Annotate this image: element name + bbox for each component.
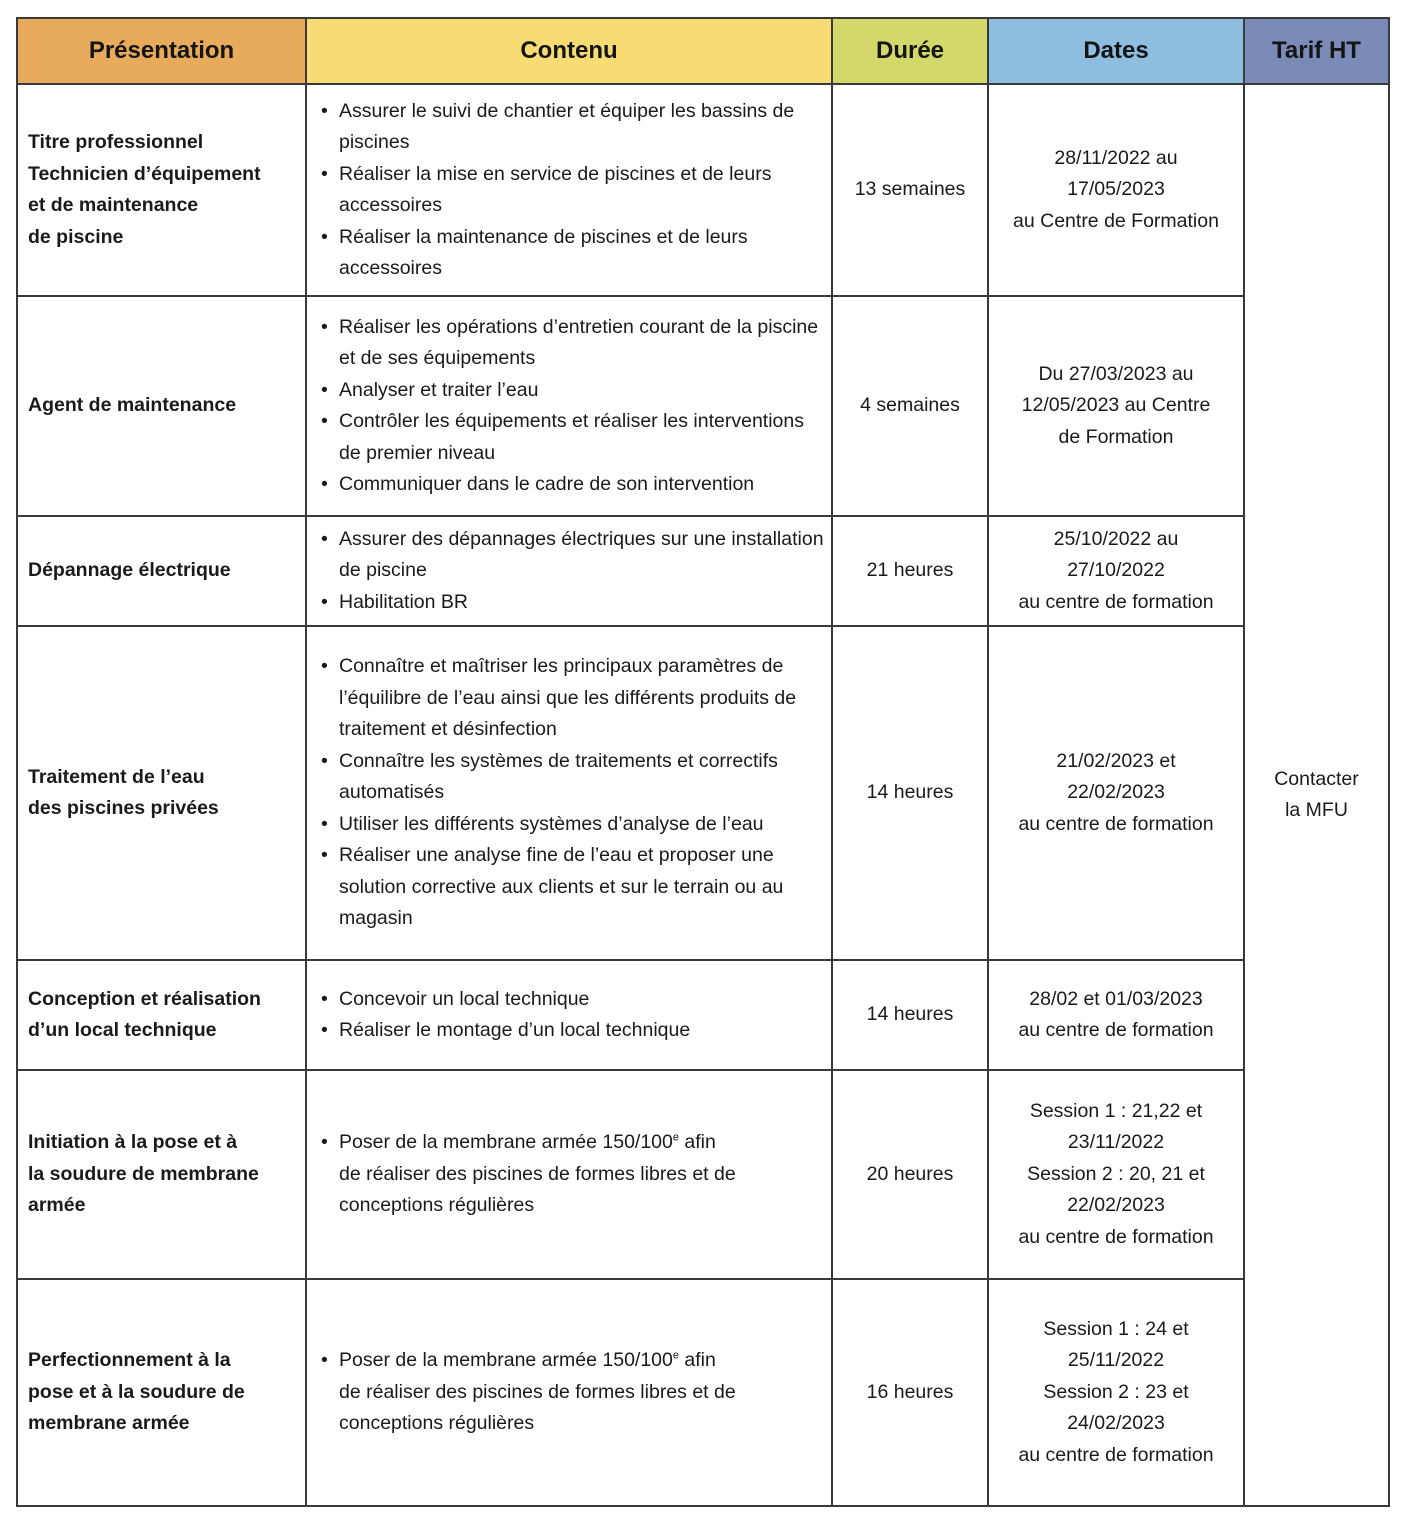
dates-line: 23/11/2022: [1067, 1131, 1165, 1154]
presentation-line: Conception et réalisation: [28, 987, 261, 1010]
content-bullet-list: [319, 651, 825, 935]
dates-line: au centre de formation: [1018, 590, 1214, 613]
dates-line: 28/11/2022 au: [1054, 146, 1178, 169]
content-cell: [306, 960, 832, 1070]
dates-line: 21/02/2023 et: [1056, 749, 1176, 772]
table-row: [17, 296, 1389, 516]
dates-cell: [988, 516, 1244, 626]
content-bullet: • Réaliser le montage d’un local technique: [319, 1015, 825, 1047]
presentation-line: Agent de maintenance: [28, 394, 237, 417]
duree-cell: 21 heures: [832, 516, 988, 626]
presentation-cell: [17, 84, 306, 296]
table-row: [17, 84, 1389, 296]
dates-line: au centre de formation: [1018, 1019, 1214, 1041]
table-row: [17, 960, 1389, 1070]
table-row: [17, 626, 1389, 960]
presentation-line: Perfectionnement à la: [28, 1349, 231, 1372]
presentation-cell: [17, 1279, 306, 1506]
dates-line: au Centre de Formation: [1013, 209, 1219, 232]
content-bullet: • Habilitation BR: [319, 587, 825, 619]
dates-cell: [988, 626, 1244, 960]
dates-cell: [988, 84, 1244, 296]
dates-line: 12/05/2023 au Centre: [1021, 394, 1211, 417]
content-bullet: [319, 1345, 825, 1440]
duree-cell: 13 semaines: [832, 84, 988, 296]
content-cell: [306, 626, 832, 960]
content-bullet: • Assurer des dépannages électriques sur une installation de piscine: [319, 524, 825, 587]
content-bullet: • Communiquer dans le cadre de son intervention: [319, 469, 825, 501]
dates-line: Du 27/03/2023 au: [1038, 362, 1194, 385]
dates-line: 25/10/2022 au: [1053, 527, 1179, 550]
presentation-line: armée: [28, 1194, 86, 1217]
header-presentation: Présentation: [17, 18, 306, 84]
presentation-cell: [17, 960, 306, 1070]
dates-line: 28/02 et 01/03/2023: [1029, 987, 1203, 1010]
content-bullet-list: [319, 1127, 825, 1222]
duree-cell: 20 heures: [832, 1070, 988, 1279]
dates-line: au centre de formation: [1018, 1225, 1214, 1248]
content-bullet: • Analyser et traiter l’eau: [319, 375, 825, 407]
presentation-line: Dépannage électrique: [28, 559, 231, 582]
dates-line: Session 2 : 20, 21 et: [1027, 1162, 1205, 1185]
content-bullet-list: [319, 312, 825, 501]
presentation-line: Initiation à la pose et à: [28, 1131, 238, 1154]
bullet-text: Poser de la membrane armée 150/100: [339, 1131, 673, 1154]
duree-cell: 14 heures: [832, 626, 988, 960]
content-bullet: • Connaître et maîtriser les principaux paramètres de l’équilibre de l’eau ainsi que les différents produits de traitement et désinfection: [319, 651, 825, 746]
content-cell: [306, 84, 832, 296]
presentation-line: des piscines privées: [28, 797, 219, 819]
presentation-cell: [17, 1070, 306, 1279]
table-body: [17, 84, 1389, 1506]
duree-cell: 14 heures: [832, 960, 988, 1070]
presentation-cell: [17, 626, 306, 960]
tarif-line: la MFU: [1285, 799, 1348, 821]
bullet-text: Poser de la membrane armée 150/100: [339, 1349, 673, 1372]
presentation-line: et de maintenance: [28, 194, 199, 216]
dates-line: Session 1 : 21,22 et: [1029, 1099, 1203, 1122]
bullet-superscript: e: [672, 1131, 679, 1144]
dates-line: de Formation: [1058, 425, 1174, 448]
content-bullet-list: [319, 96, 825, 285]
presentation-cell: [17, 516, 306, 626]
header-dates: Dates: [988, 18, 1244, 84]
presentation-cell: [17, 296, 306, 516]
content-cell: [306, 1279, 832, 1506]
tarif-line: Contacter: [1274, 767, 1359, 790]
table-row: [17, 516, 1389, 626]
bullet-text: afin: [679, 1131, 716, 1154]
duree-cell: 4 semaines: [832, 296, 988, 516]
dates-line: au centre de formation: [1018, 1443, 1214, 1466]
dates-cell: [988, 960, 1244, 1070]
dates-line: au centre de formation: [1018, 812, 1214, 835]
content-bullet-list: [319, 1345, 825, 1440]
content-bullet: • Réaliser les opérations d’entretien courant de la piscine et de ses équipements: [319, 312, 825, 375]
header-contenu: Contenu: [306, 18, 832, 84]
presentation-line: de piscine: [28, 225, 124, 248]
dates-line: Session 2 : 23 et: [1043, 1380, 1189, 1403]
content-bullet: • Réaliser la maintenance de piscines et de leurs accessoires: [319, 222, 825, 285]
dates-line: 22/02/2023: [1067, 1194, 1165, 1217]
dates-cell: [988, 1070, 1244, 1279]
dates-line: 24/02/2023: [1067, 1412, 1165, 1435]
dates-line: Session 1 : 24 et: [1043, 1317, 1189, 1340]
tarif-cell: [1244, 84, 1389, 1506]
bullet-text: de réaliser des piscines de formes libres et de conceptions régulières: [339, 1380, 736, 1435]
content-bullet-list: [319, 984, 825, 1047]
presentation-line: Traitement de l’eau: [28, 765, 205, 788]
dates-line: 22/02/2023: [1067, 781, 1165, 804]
bullet-text: afin: [679, 1349, 716, 1372]
presentation-line: d’un local technique: [28, 1019, 217, 1041]
duree-cell: 16 heures: [832, 1279, 988, 1506]
dates-cell: [988, 296, 1244, 516]
content-bullet: • Assurer le suivi de chantier et équiper les bassins de piscines: [319, 96, 825, 159]
dates-line: 27/10/2022: [1067, 559, 1165, 582]
content-bullet: • Réaliser une analyse fine de l’eau et proposer une solution corrective aux clients et sur le terrain ou au magasin: [319, 840, 825, 935]
content-bullet-list: [319, 524, 825, 619]
dates-line: 25/11/2022: [1067, 1349, 1165, 1372]
header-tarif: Tarif HT: [1244, 18, 1389, 84]
content-bullet: • Contrôler les équipements et réaliser les interventions de premier niveau: [319, 406, 825, 469]
presentation-line: Titre professionnel: [28, 131, 204, 153]
table-row: [17, 1070, 1389, 1279]
content-bullet: [319, 1127, 825, 1222]
table-row: [17, 1279, 1389, 1506]
content-bullet: • Connaître les systèmes de traitements et correctifs automatisés: [319, 746, 825, 809]
content-cell: [306, 296, 832, 516]
header-row: [17, 18, 1389, 84]
content-bullet: • Utiliser les différents systèmes d’analyse de l’eau: [319, 809, 825, 841]
presentation-line: Technicien d’équipement: [28, 162, 261, 185]
content-cell: [306, 1070, 832, 1279]
presentation-line: membrane armée: [28, 1412, 190, 1435]
content-bullet: • Réaliser la mise en service de piscines et de leurs accessoires: [319, 159, 825, 222]
header-duree: Durée: [832, 18, 988, 84]
bullet-superscript: e: [672, 1349, 679, 1362]
content-cell: [306, 516, 832, 626]
presentation-line: la soudure de membrane: [28, 1162, 259, 1185]
training-table: [16, 17, 1390, 1507]
dates-cell: [988, 1279, 1244, 1506]
bullet-text: de réaliser des piscines de formes libres et de conceptions régulières: [339, 1162, 736, 1217]
content-bullet: • Concevoir un local technique: [319, 984, 825, 1016]
presentation-line: pose et à la soudure de: [28, 1380, 245, 1403]
dates-line: 17/05/2023: [1067, 178, 1165, 201]
